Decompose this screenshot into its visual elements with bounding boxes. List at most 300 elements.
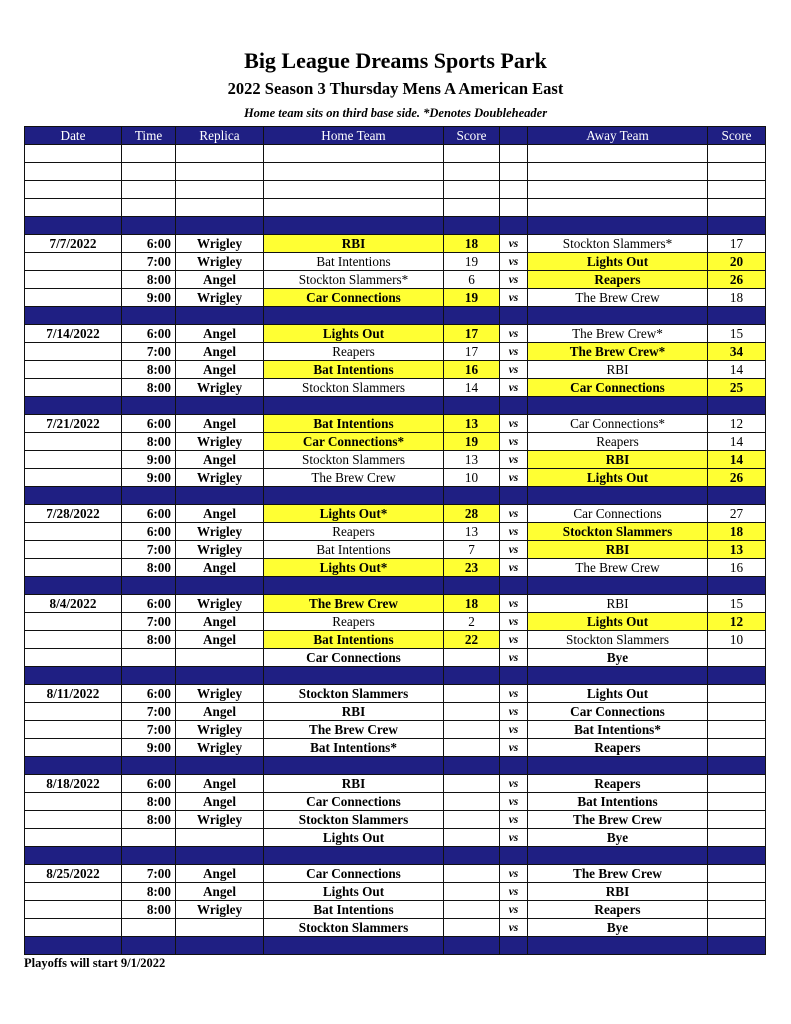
home-team-cell: Reapers (264, 523, 444, 541)
home-team-cell: Reapers (264, 613, 444, 631)
date-cell (25, 829, 122, 847)
away-score-cell: 17 (708, 235, 766, 253)
week-separator (25, 847, 766, 865)
away-team-cell: RBI (528, 883, 708, 901)
away-team-cell: The Brew Crew (528, 559, 708, 577)
home-score-cell: 10 (444, 469, 500, 487)
vs-cell (500, 163, 528, 181)
away-score-cell (708, 145, 766, 163)
date-cell (25, 163, 122, 181)
date-cell (25, 523, 122, 541)
time-cell: 6:00 (122, 235, 176, 253)
col-header-time: Time (122, 127, 176, 145)
home-team-cell: Lights Out (264, 325, 444, 343)
vs-cell: vs (500, 253, 528, 271)
vs-cell: vs (500, 631, 528, 649)
date-cell (25, 901, 122, 919)
home-score-cell (444, 865, 500, 883)
date-cell: 7/21/2022 (25, 415, 122, 433)
table-row (25, 163, 766, 181)
away-score-cell (708, 775, 766, 793)
replica-cell: Angel (176, 271, 264, 289)
col-header-away-team: Away Team (528, 127, 708, 145)
vs-cell: vs (500, 685, 528, 703)
vs-cell: vs (500, 469, 528, 487)
replica-cell (176, 199, 264, 217)
date-cell (25, 433, 122, 451)
time-cell: 7:00 (122, 865, 176, 883)
away-team-cell: Bat Intentions* (528, 721, 708, 739)
home-team-cell: Bat Intentions (264, 415, 444, 433)
vs-cell: vs (500, 289, 528, 307)
home-score-cell: 28 (444, 505, 500, 523)
home-team-cell: RBI (264, 703, 444, 721)
vs-cell: vs (500, 523, 528, 541)
time-cell: 8:00 (122, 901, 176, 919)
home-score-cell (444, 811, 500, 829)
vs-cell: vs (500, 559, 528, 577)
date-cell (25, 793, 122, 811)
date-cell (25, 559, 122, 577)
time-cell: 7:00 (122, 721, 176, 739)
away-team-cell: Car Connections (528, 703, 708, 721)
table-row (25, 631, 766, 649)
home-team-cell: RBI (264, 235, 444, 253)
away-team-cell: Reapers (528, 739, 708, 757)
date-cell (25, 613, 122, 631)
table-row (25, 685, 766, 703)
date-cell: 7/28/2022 (25, 505, 122, 523)
away-team-cell: The Brew Crew (528, 865, 708, 883)
vs-cell: vs (500, 703, 528, 721)
col-header-away-score: Score (708, 127, 766, 145)
home-team-cell: Bat Intentions (264, 253, 444, 271)
col-header-home-score: Score (444, 127, 500, 145)
date-cell (25, 343, 122, 361)
table-row (25, 703, 766, 721)
date-cell: 8/11/2022 (25, 685, 122, 703)
vs-cell: vs (500, 919, 528, 937)
home-team-cell: Stockton Slammers (264, 919, 444, 937)
away-team-cell: Stockton Slammers* (528, 235, 708, 253)
away-team-cell: RBI (528, 595, 708, 613)
away-score-cell: 10 (708, 631, 766, 649)
away-score-cell (708, 181, 766, 199)
vs-cell: vs (500, 235, 528, 253)
away-score-cell: 13 (708, 541, 766, 559)
home-score-cell: 19 (444, 433, 500, 451)
date-cell (25, 253, 122, 271)
table-row (25, 271, 766, 289)
time-cell: 6:00 (122, 325, 176, 343)
col-header-home-team: Home Team (264, 127, 444, 145)
table-row (25, 415, 766, 433)
home-team-cell: Lights Out (264, 883, 444, 901)
away-team-cell: The Brew Crew (528, 811, 708, 829)
home-team-cell: Lights Out* (264, 559, 444, 577)
replica-cell (176, 649, 264, 667)
home-score-cell: 18 (444, 595, 500, 613)
home-team-cell (264, 199, 444, 217)
vs-cell: vs (500, 433, 528, 451)
vs-cell (500, 199, 528, 217)
date-cell (25, 811, 122, 829)
table-row (25, 559, 766, 577)
replica-cell: Angel (176, 703, 264, 721)
vs-cell: vs (500, 379, 528, 397)
week-separator (25, 397, 766, 415)
home-team-cell: Car Connections (264, 649, 444, 667)
home-team-cell: Car Connections (264, 289, 444, 307)
vs-cell: vs (500, 361, 528, 379)
time-cell: 9:00 (122, 451, 176, 469)
away-score-cell: 14 (708, 433, 766, 451)
table-row (25, 325, 766, 343)
replica-cell: Wrigley (176, 901, 264, 919)
time-cell: 8:00 (122, 811, 176, 829)
week-separator (25, 667, 766, 685)
away-team-cell: Lights Out (528, 253, 708, 271)
date-cell: 8/25/2022 (25, 865, 122, 883)
replica-cell: Wrigley (176, 469, 264, 487)
away-score-cell: 26 (708, 469, 766, 487)
away-team-cell: The Brew Crew* (528, 343, 708, 361)
table-row (25, 721, 766, 739)
date-cell (25, 631, 122, 649)
away-team-cell: Lights Out (528, 469, 708, 487)
away-score-cell: 14 (708, 451, 766, 469)
away-team-cell: Reapers (528, 433, 708, 451)
home-team-cell: Lights Out* (264, 505, 444, 523)
home-team-cell: Bat Intentions (264, 541, 444, 559)
away-team-cell: Reapers (528, 901, 708, 919)
time-cell (122, 181, 176, 199)
away-team-cell (528, 199, 708, 217)
table-row (25, 919, 766, 937)
away-score-cell (708, 919, 766, 937)
table-row (25, 235, 766, 253)
replica-cell: Angel (176, 361, 264, 379)
vs-cell: vs (500, 775, 528, 793)
time-cell (122, 829, 176, 847)
home-team-cell (264, 145, 444, 163)
replica-cell: Wrigley (176, 523, 264, 541)
replica-cell: Angel (176, 451, 264, 469)
table-row (25, 811, 766, 829)
vs-cell: vs (500, 613, 528, 631)
away-team-cell (528, 181, 708, 199)
table-row (25, 865, 766, 883)
away-team-cell (528, 145, 708, 163)
time-cell: 9:00 (122, 469, 176, 487)
replica-cell: Wrigley (176, 253, 264, 271)
away-score-cell (708, 199, 766, 217)
time-cell: 7:00 (122, 613, 176, 631)
vs-cell: vs (500, 505, 528, 523)
date-cell (25, 883, 122, 901)
time-cell: 8:00 (122, 883, 176, 901)
away-team-cell (528, 163, 708, 181)
vs-cell: vs (500, 451, 528, 469)
home-team-cell: The Brew Crew (264, 469, 444, 487)
away-score-cell (708, 793, 766, 811)
date-cell (25, 541, 122, 559)
away-score-cell: 27 (708, 505, 766, 523)
home-team-cell: The Brew Crew (264, 721, 444, 739)
vs-cell: vs (500, 721, 528, 739)
time-cell (122, 199, 176, 217)
table-row (25, 541, 766, 559)
away-score-cell (708, 739, 766, 757)
away-team-cell: Stockton Slammers (528, 631, 708, 649)
home-team-cell: Stockton Slammers (264, 379, 444, 397)
date-cell (25, 919, 122, 937)
home-score-cell: 17 (444, 343, 500, 361)
away-team-cell: Lights Out (528, 613, 708, 631)
away-team-cell: Bat Intentions (528, 793, 708, 811)
home-team-cell: Bat Intentions (264, 901, 444, 919)
replica-cell: Angel (176, 865, 264, 883)
home-team-cell: Bat Intentions (264, 361, 444, 379)
replica-cell: Wrigley (176, 541, 264, 559)
away-score-cell: 26 (708, 271, 766, 289)
replica-cell (176, 181, 264, 199)
time-cell: 8:00 (122, 271, 176, 289)
schedule-body (25, 145, 766, 955)
table-row (25, 649, 766, 667)
vs-cell: vs (500, 793, 528, 811)
replica-cell: Wrigley (176, 739, 264, 757)
table-row (25, 145, 766, 163)
time-cell: 6:00 (122, 595, 176, 613)
replica-cell: Wrigley (176, 811, 264, 829)
table-row (25, 469, 766, 487)
replica-cell: Wrigley (176, 235, 264, 253)
away-team-cell: Bye (528, 829, 708, 847)
time-cell: 8:00 (122, 361, 176, 379)
home-team-cell: Bat Intentions* (264, 739, 444, 757)
away-team-cell: The Brew Crew* (528, 325, 708, 343)
time-cell (122, 919, 176, 937)
home-score-cell (444, 829, 500, 847)
time-cell: 9:00 (122, 739, 176, 757)
home-team-cell: Bat Intentions (264, 631, 444, 649)
replica-cell (176, 163, 264, 181)
table-row (25, 613, 766, 631)
away-team-cell: RBI (528, 541, 708, 559)
away-score-cell: 20 (708, 253, 766, 271)
home-score-cell (444, 703, 500, 721)
week-separator (25, 217, 766, 235)
schedule-table (24, 126, 766, 955)
date-cell (25, 289, 122, 307)
home-team-cell: Car Connections (264, 793, 444, 811)
away-score-cell (708, 829, 766, 847)
home-score-cell: 6 (444, 271, 500, 289)
table-row (25, 433, 766, 451)
week-separator (25, 937, 766, 955)
replica-cell: Angel (176, 559, 264, 577)
time-cell: 6:00 (122, 505, 176, 523)
table-row (25, 253, 766, 271)
away-score-cell (708, 703, 766, 721)
home-score-cell (444, 199, 500, 217)
home-score-cell (444, 685, 500, 703)
time-cell: 7:00 (122, 253, 176, 271)
home-score-cell: 23 (444, 559, 500, 577)
table-row (25, 451, 766, 469)
time-cell (122, 649, 176, 667)
vs-cell: vs (500, 829, 528, 847)
replica-cell: Angel (176, 775, 264, 793)
time-cell: 7:00 (122, 541, 176, 559)
table-header-row (25, 127, 766, 145)
col-header-vs (500, 127, 528, 145)
home-score-cell: 13 (444, 451, 500, 469)
replica-cell: Angel (176, 613, 264, 631)
replica-cell: Angel (176, 325, 264, 343)
col-header-date: Date (25, 127, 122, 145)
vs-cell (500, 181, 528, 199)
away-score-cell: 14 (708, 361, 766, 379)
away-score-cell (708, 685, 766, 703)
home-score-cell (444, 793, 500, 811)
home-score-cell: 13 (444, 415, 500, 433)
date-cell (25, 649, 122, 667)
home-score-cell: 17 (444, 325, 500, 343)
home-team-cell: The Brew Crew (264, 595, 444, 613)
home-score-cell (444, 775, 500, 793)
vs-cell: vs (500, 739, 528, 757)
date-cell (25, 271, 122, 289)
home-score-cell (444, 883, 500, 901)
home-team-cell: Stockton Slammers* (264, 271, 444, 289)
home-score-cell: 22 (444, 631, 500, 649)
vs-cell: vs (500, 415, 528, 433)
table-row (25, 829, 766, 847)
vs-cell: vs (500, 541, 528, 559)
home-team-cell (264, 181, 444, 199)
away-score-cell: 16 (708, 559, 766, 577)
away-score-cell: 18 (708, 289, 766, 307)
week-separator (25, 307, 766, 325)
home-score-cell: 19 (444, 289, 500, 307)
replica-cell (176, 145, 264, 163)
replica-cell (176, 919, 264, 937)
date-cell: 7/7/2022 (25, 235, 122, 253)
week-separator (25, 487, 766, 505)
table-row (25, 595, 766, 613)
away-score-cell: 12 (708, 415, 766, 433)
away-team-cell: The Brew Crew (528, 289, 708, 307)
home-team-cell: RBI (264, 775, 444, 793)
time-cell: 7:00 (122, 343, 176, 361)
table-row (25, 775, 766, 793)
home-team-cell: Stockton Slammers (264, 685, 444, 703)
home-score-cell: 2 (444, 613, 500, 631)
vs-cell: vs (500, 883, 528, 901)
date-cell: 7/14/2022 (25, 325, 122, 343)
vs-cell: vs (500, 595, 528, 613)
home-score-cell: 7 (444, 541, 500, 559)
table-row (25, 379, 766, 397)
home-score-cell: 19 (444, 253, 500, 271)
page-subtitle: 2022 Season 3 Thursday Mens A American East (227, 79, 564, 98)
table-row (25, 901, 766, 919)
vs-cell (500, 145, 528, 163)
replica-cell: Wrigley (176, 685, 264, 703)
away-score-cell (708, 883, 766, 901)
away-team-cell: Lights Out (528, 685, 708, 703)
home-team-cell: Lights Out (264, 829, 444, 847)
table-row (25, 361, 766, 379)
replica-cell: Wrigley (176, 289, 264, 307)
week-separator (25, 577, 766, 595)
home-score-cell (444, 649, 500, 667)
away-score-cell (708, 865, 766, 883)
time-cell: 6:00 (122, 523, 176, 541)
away-team-cell: Car Connections* (528, 415, 708, 433)
replica-cell: Angel (176, 505, 264, 523)
replica-cell: Angel (176, 631, 264, 649)
replica-cell: Angel (176, 883, 264, 901)
replica-cell: Wrigley (176, 433, 264, 451)
vs-cell: vs (500, 649, 528, 667)
date-cell: 8/4/2022 (25, 595, 122, 613)
time-cell: 8:00 (122, 631, 176, 649)
home-team-cell (264, 163, 444, 181)
time-cell (122, 163, 176, 181)
time-cell: 6:00 (122, 685, 176, 703)
table-row (25, 505, 766, 523)
time-cell: 9:00 (122, 289, 176, 307)
home-team-cell: Car Connections (264, 865, 444, 883)
time-cell: 6:00 (122, 775, 176, 793)
time-cell: 8:00 (122, 559, 176, 577)
date-cell (25, 703, 122, 721)
home-score-cell (444, 163, 500, 181)
home-team-cell: Stockton Slammers (264, 451, 444, 469)
date-cell (25, 469, 122, 487)
table-row (25, 199, 766, 217)
vs-cell: vs (500, 811, 528, 829)
away-score-cell (708, 901, 766, 919)
away-score-cell: 34 (708, 343, 766, 361)
home-team-cell: Stockton Slammers (264, 811, 444, 829)
replica-cell: Angel (176, 415, 264, 433)
time-cell: 8:00 (122, 433, 176, 451)
vs-cell: vs (500, 865, 528, 883)
col-header-replica: Replica (176, 127, 264, 145)
away-team-cell: Reapers (528, 775, 708, 793)
replica-cell: Wrigley (176, 595, 264, 613)
away-team-cell: Bye (528, 919, 708, 937)
date-cell (25, 145, 122, 163)
week-separator (25, 757, 766, 775)
date-cell: 8/18/2022 (25, 775, 122, 793)
time-cell: 7:00 (122, 703, 176, 721)
time-cell: 8:00 (122, 379, 176, 397)
home-score-cell (444, 181, 500, 199)
home-score-cell (444, 739, 500, 757)
table-row (25, 181, 766, 199)
time-cell (122, 145, 176, 163)
vs-cell: vs (500, 271, 528, 289)
replica-cell: Angel (176, 793, 264, 811)
home-score-cell (444, 145, 500, 163)
home-score-cell: 18 (444, 235, 500, 253)
away-team-cell: Stockton Slammers (528, 523, 708, 541)
